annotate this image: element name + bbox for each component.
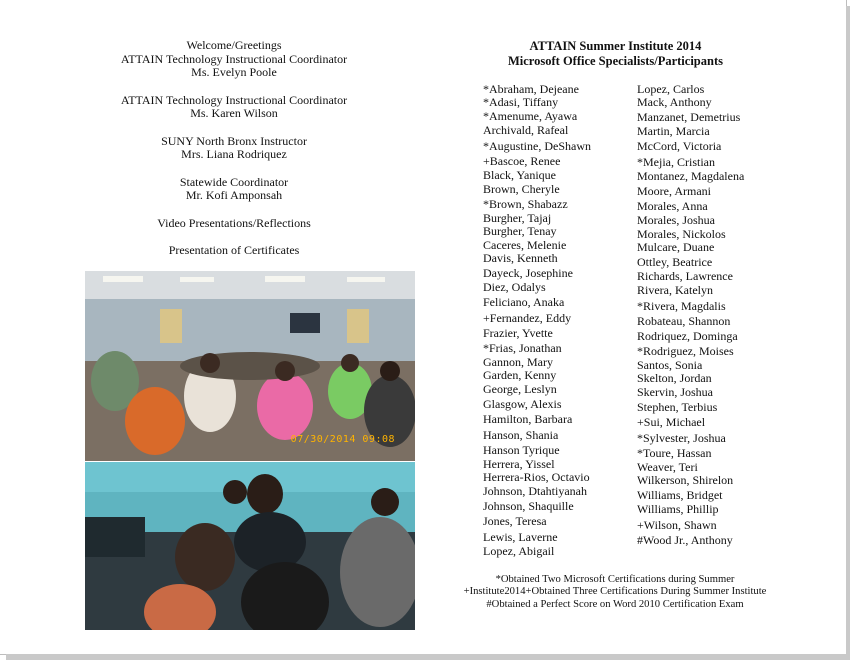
participant-name: *Frias, Jonathan	[483, 341, 562, 355]
participant-name: Burgher, Tajaj	[483, 210, 552, 225]
participant-name: Martin, Marcia	[637, 123, 710, 138]
program-block	[84, 39, 384, 80]
participant-name: #Wood Jr., Anthony	[637, 532, 733, 547]
participant-name: Davis, Kenneth	[483, 251, 558, 265]
classroom-photo-1-image	[85, 271, 415, 461]
title-line-2: Microsoft Office Specialists/Participants	[507, 54, 723, 68]
participant-name: +Fernandez, Eddy	[483, 310, 572, 325]
participant-name: Diez, Odalys	[483, 279, 546, 294]
participant-name: Lopez, Carlos	[637, 82, 705, 96]
participant-name: Mulcare, Duane	[637, 240, 715, 254]
footnote-2: +Institute2014+Obtained Three Certifications During Summer Institute	[463, 586, 767, 598]
footnotes	[440, 574, 790, 611]
participant-name: *Brown, Shabazz	[483, 197, 568, 211]
program-line: Mrs. Liana Rodriquez	[181, 147, 287, 161]
participant-name: Jones, Teresa	[483, 514, 547, 528]
participant-name: Archivald, Rafeal	[483, 123, 569, 137]
program-line: Welcome/Greetings	[186, 38, 282, 52]
participant-name: +Bascoe, Renee	[483, 154, 561, 168]
participant-name: Herrera, Yissel	[483, 456, 555, 471]
participants-column-1	[483, 82, 633, 558]
program-line: ATTAIN Technology Instructional Coordinator	[120, 51, 348, 66]
participant-name: Mack, Anthony	[637, 95, 712, 109]
program-block	[84, 217, 384, 231]
footnote-1: *Obtained Two Microsoft Certifications during Summer	[495, 574, 735, 585]
page-shadow-right	[846, 6, 850, 660]
participant-name: Garden, Kenny	[483, 368, 557, 382]
participant-name: McCord, Victoria	[637, 139, 722, 153]
participant-name: Feliciano, Anaka	[483, 295, 565, 309]
program-line: SUNY North Bronx Instructor	[161, 133, 307, 148]
participant-name: Hamilton, Barbara	[483, 412, 573, 426]
participant-name: Glasgow, Alexis	[483, 397, 562, 411]
participant-name: *Sylvester, Joshua	[637, 430, 726, 445]
participant-name: Lopez, Abigail	[483, 543, 555, 558]
participant-name: Lewis, Laverne	[483, 529, 558, 544]
participant-name: Skervin, Joshua	[637, 384, 713, 399]
participant-name: Dayeck, Josephine	[483, 265, 573, 280]
program-block	[84, 176, 384, 203]
classroom-photo-2	[85, 462, 415, 630]
participant-name: Santos, Sonia	[637, 357, 703, 372]
participant-name: Hanson Tyrique	[483, 443, 560, 457]
program-block	[84, 135, 384, 162]
participant-name: Morales, Anna	[637, 199, 708, 213]
participant-name: Stephen, Terbius	[637, 400, 718, 414]
participant-name: George, Leslyn	[483, 381, 557, 396]
participants-column-2	[637, 82, 797, 547]
participant-name: Skelton, Jordan	[637, 371, 712, 385]
participant-name: +Sui, Michael	[637, 415, 706, 429]
participant-name: Montanez, Magdalena	[637, 169, 745, 183]
participant-name: Rivera, Katelyn	[637, 282, 713, 297]
program-agenda	[84, 39, 384, 272]
participant-name: Burgher, Tenay	[483, 224, 557, 238]
participant-name: *Mejia, Cristian	[637, 154, 715, 169]
footnote-3: #Obtained a Perfect Score on Word 2010 Certification Exam	[486, 598, 744, 610]
photo-date-stamp: 07/30/2014 09:08	[290, 434, 395, 445]
participant-name: Rodriquez, Dominga	[637, 328, 738, 343]
participant-name: Weaver, Teri	[637, 460, 698, 474]
participant-name: *Rodriguez, Moises	[637, 344, 734, 358]
participant-name: Hanson, Shania	[483, 427, 559, 442]
participant-name: Williams, Bridget	[637, 487, 723, 502]
participant-name: +Wilson, Shawn	[637, 517, 717, 532]
participant-name: *Adasi, Tiffany	[483, 95, 559, 109]
participant-name: *Amenume, Ayawa	[483, 108, 578, 123]
participant-name: Brown, Cheryle	[483, 182, 560, 196]
participant-name: Frazier, Yvette	[483, 326, 553, 340]
program-line: Presentation of Certificates	[168, 243, 300, 257]
program-line: Mr. Kofi Amponsah	[185, 188, 283, 202]
program-block	[84, 244, 384, 258]
participant-name: *Augustine, DeShawn	[483, 138, 591, 153]
participants-title	[468, 39, 763, 69]
program-line: ATTAIN Technology Instructional Coordinator	[120, 92, 348, 107]
program-line: Ms. Karen Wilson	[190, 106, 278, 120]
participant-name: Johnson, Shaquille	[483, 499, 574, 513]
participant-name: Gannon, Mary	[483, 355, 553, 369]
participant-name: *Abraham, Dejeane	[483, 82, 579, 96]
participant-name: Morales, Joshua	[637, 213, 715, 227]
participant-name: Herrera-Rios, Octavio	[483, 470, 590, 484]
participant-name: Moore, Armani	[637, 184, 711, 198]
program-line: Ms. Evelyn Poole	[191, 65, 277, 79]
classroom-photo-1	[85, 271, 415, 461]
classroom-photo-2-image	[85, 462, 415, 630]
program-block	[84, 94, 384, 121]
participant-name: Robateau, Shannon	[637, 314, 731, 328]
title-line-1: ATTAIN Summer Institute 2014	[529, 39, 702, 53]
participant-name: Williams, Phillip	[637, 501, 719, 516]
program-line: Statewide Coordinator	[179, 174, 289, 189]
participant-name: Richards, Lawrence	[637, 268, 733, 283]
participant-name: *Rivera, Magdalis	[637, 298, 726, 313]
page-shadow-bottom	[6, 654, 850, 660]
participant-name: Ottley, Beatrice	[637, 254, 713, 269]
participant-name: Caceres, Melenie	[483, 237, 567, 252]
participant-name: Black, Yanique	[483, 168, 556, 182]
participant-name: *Toure, Hassan	[637, 445, 712, 460]
program-line: Video Presentations/Reflections	[157, 215, 311, 230]
participant-name: Manzanet, Demetrius	[637, 109, 741, 124]
participant-name: Wilkerson, Shirelon	[637, 473, 734, 487]
participant-name: Morales, Nickolos	[637, 227, 726, 241]
participant-name: Johnson, Dtahtiyanah	[483, 483, 587, 498]
